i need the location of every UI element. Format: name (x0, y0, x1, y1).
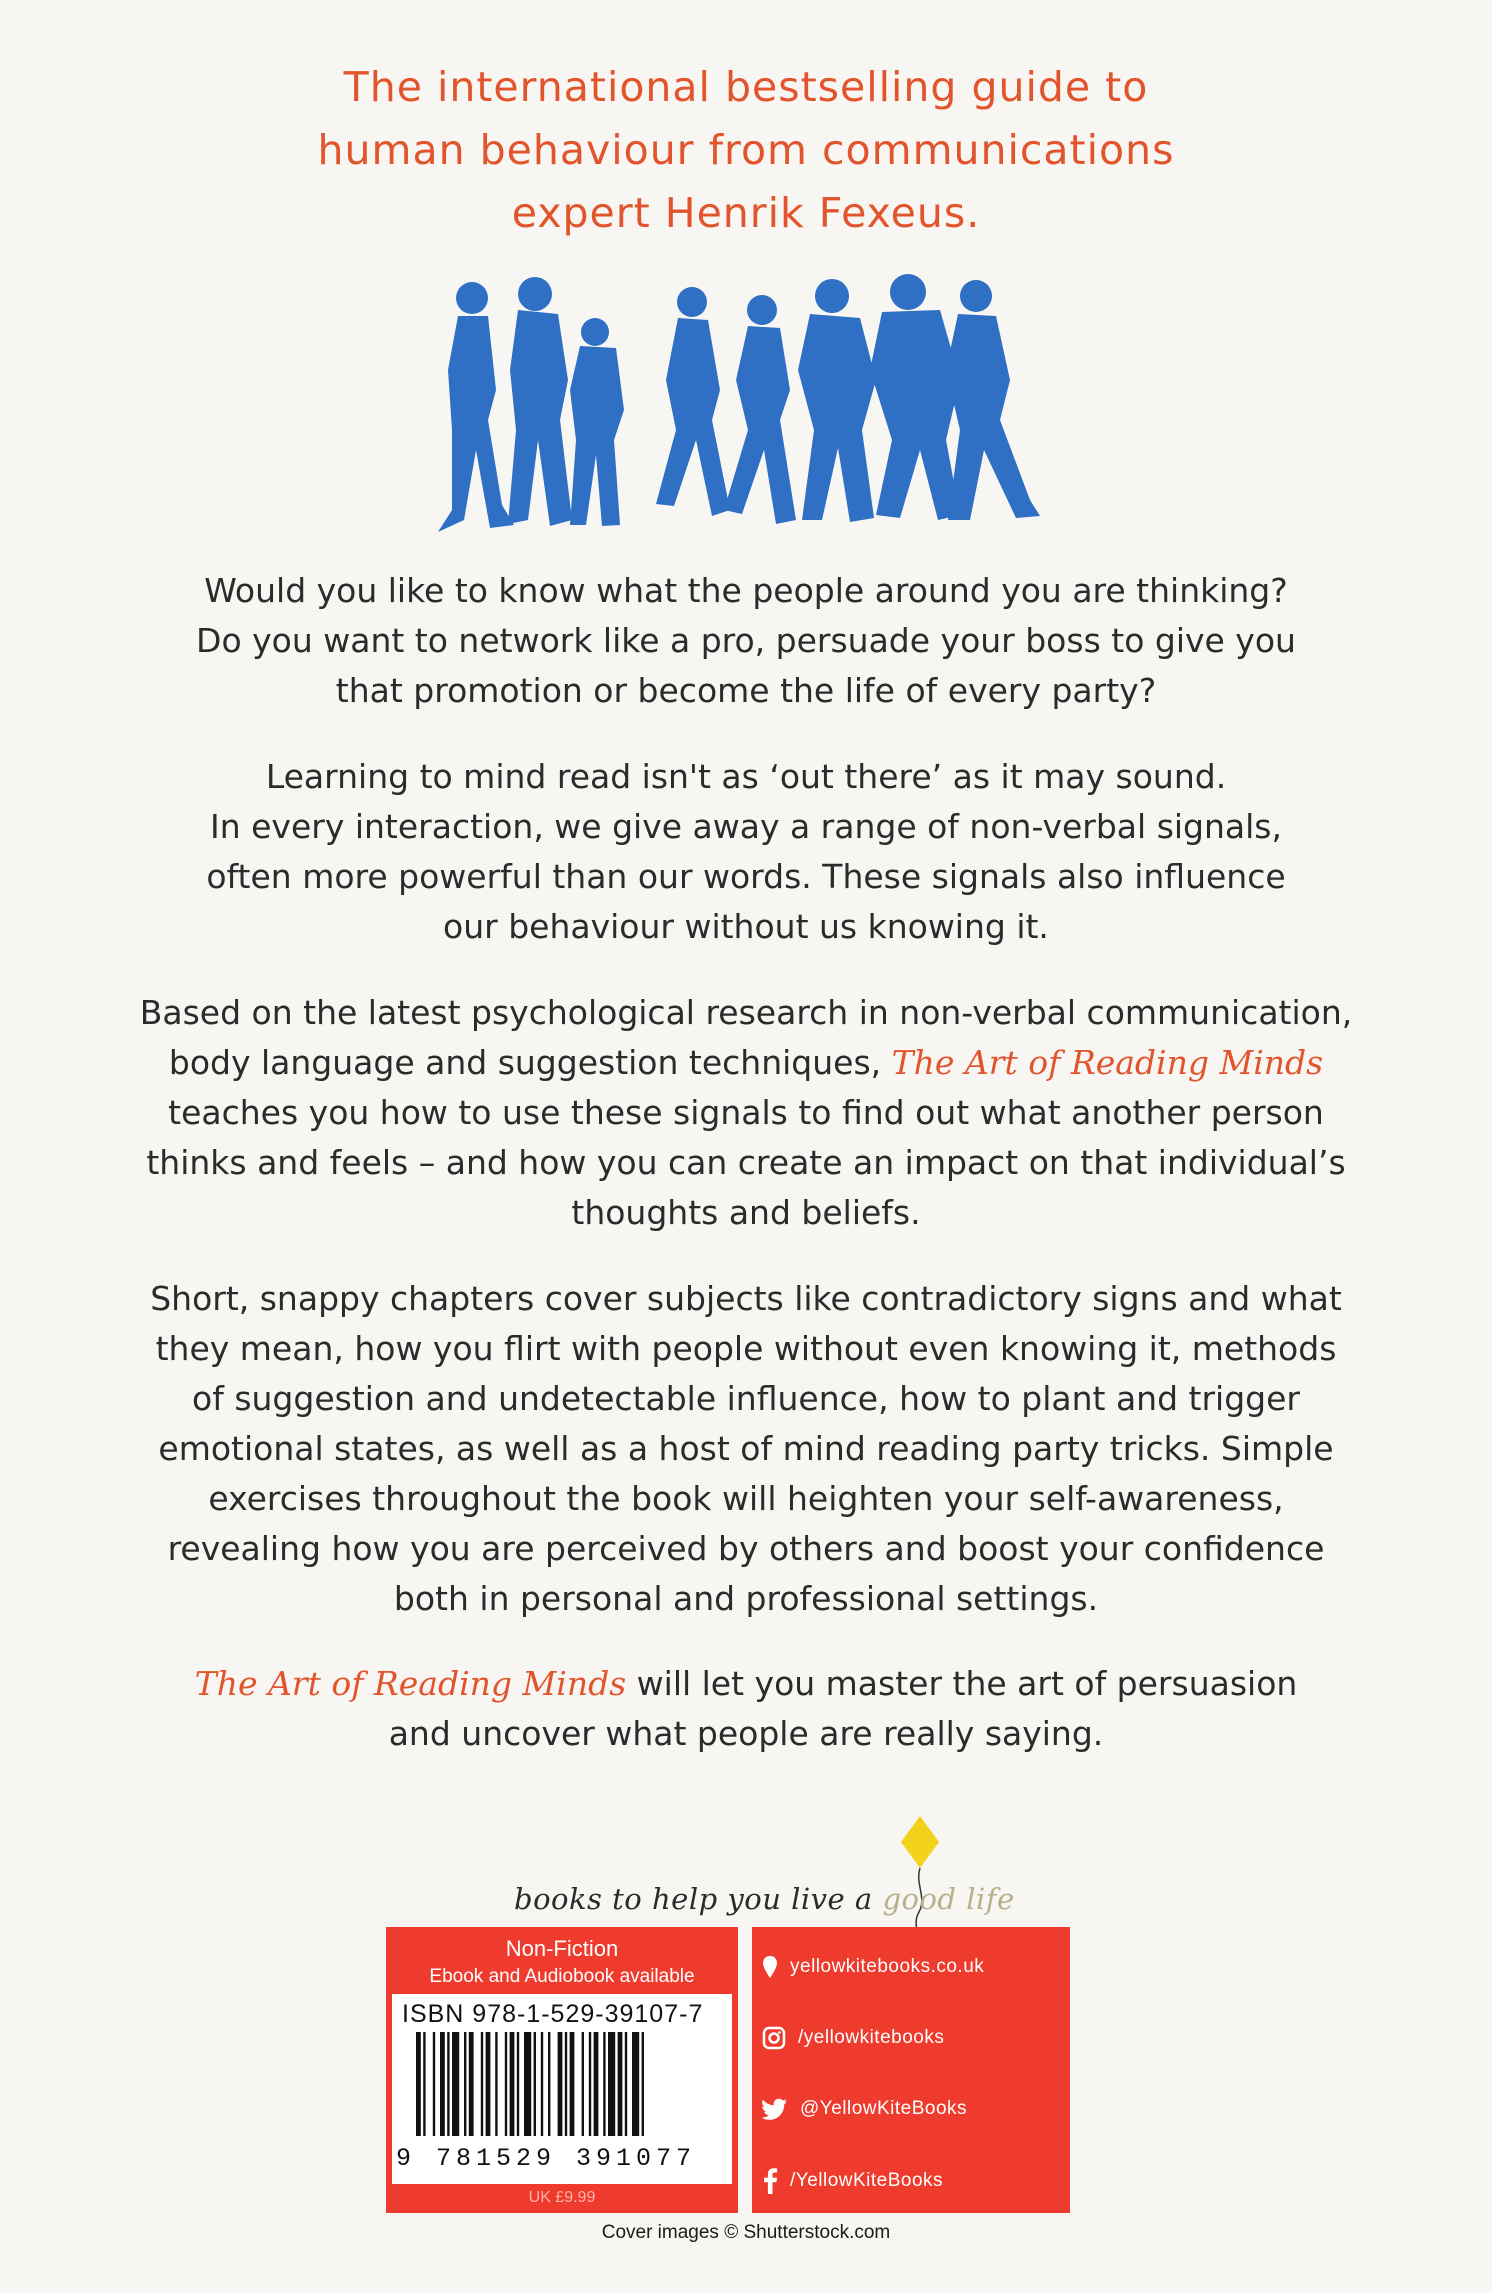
barcode-bar (505, 2032, 507, 2136)
blurb-line: thoughts and beliefs. (571, 1193, 921, 1232)
blurb-line: revealing how you are perceived by others and boost your confidence (167, 1529, 1325, 1568)
tagline-line-2: human behaviour from communications (317, 126, 1175, 174)
tagline-line-1: The international bestselling guide to (343, 63, 1149, 111)
barcode-bar (625, 2032, 627, 2136)
formats-label: Ebook and Audiobook available (429, 1966, 695, 1987)
twitter-link[interactable] (762, 2089, 967, 2129)
location-pin-icon (762, 1955, 778, 1979)
barcode-bar (524, 2032, 531, 2136)
barcode-bar (440, 2032, 445, 2136)
blurb-line: Would you like to know what the people around you are thinking? (204, 571, 1288, 610)
blurb-line: Learning to mind read isn't as ‘out there’ as it may sound. (265, 757, 1227, 796)
barcode-bar (608, 2032, 615, 2136)
website-text: yellowkitebooks.co.uk (790, 1956, 985, 1977)
slogan-text (514, 1882, 1015, 1916)
blurb-line: teaches you how to use these signals to find out what another person (168, 1093, 1324, 1132)
barcode-bar (433, 2032, 435, 2136)
instagram-link[interactable] (762, 2018, 944, 2058)
instagram-text: /yellowkitebooks (798, 2027, 945, 2048)
blurb-paragraph-3 (126, 988, 1366, 1238)
price-label: UK £9.99 (528, 2189, 596, 2206)
book-title: The Art of Reading Minds (891, 1043, 1324, 1082)
blurb-line: emotional states, as well as a host of mind reading party tricks. Simple (158, 1429, 1334, 1468)
barcode-icon (416, 2032, 712, 2136)
blurb-line: Short, snappy chapters cover subjects like contradictory signs and what (150, 1279, 1342, 1318)
facebook-link[interactable] (762, 2161, 943, 2201)
barcode-digits: 9 781529 391077 (396, 2144, 697, 2173)
barcode-bar (594, 2032, 599, 2136)
barcode-bar (447, 2032, 449, 2136)
blurb-line: exercises throughout the book will heighten your self-awareness, (208, 1479, 1284, 1518)
blurb-paragraph-5 (126, 1659, 1366, 1759)
tagline-line-3: expert Henrik Fexeus. (511, 189, 981, 237)
book-title: The Art of Reading Minds (194, 1664, 627, 1703)
twitter-text: @YellowKiteBooks (800, 2098, 968, 2119)
barcode-bar (416, 2032, 421, 2136)
slogan-good-life: good life (882, 1882, 1015, 1916)
blurb-line (126, 1038, 1366, 1088)
barcode-box (386, 1927, 738, 2213)
blurb-line: Based on the latest psychological research in non-verbal communication, (139, 993, 1353, 1032)
barcode-bar (423, 2032, 425, 2136)
blurb-line: and uncover what people are really saying. (388, 1714, 1104, 1753)
blurb-line: In every interaction, we give away a range of non-verbal signals, (209, 807, 1282, 846)
twitter-bird-icon (762, 2098, 788, 2120)
barcode-bar (565, 2032, 567, 2136)
instagram-icon (762, 2026, 786, 2050)
barcode-bar (589, 2032, 591, 2136)
blurb-line: of suggestion and undetectable influence, how to plant and trigger (192, 1379, 1300, 1418)
blurb-paragraph-4 (126, 1274, 1366, 1624)
blurb-line: thinks and feels – and how you can create an impact on that individual’s (146, 1143, 1346, 1182)
social-box (752, 1927, 1070, 2213)
barcode-bar (642, 2032, 644, 2136)
blurb-line (126, 1659, 1366, 1709)
blurb-line: that promotion or become the life of every party? (335, 671, 1157, 710)
isbn-label: ISBN 978-1-529-39107-7 (402, 2000, 704, 2028)
blurb-text: body language and suggestion techniques, (168, 1043, 882, 1082)
walking-people-illustration (430, 270, 1070, 540)
barcode-bar (548, 2032, 550, 2136)
blurb-line: both in personal and professional settings. (393, 1579, 1099, 1618)
barcode-bar (452, 2032, 459, 2136)
barcode-bar (632, 2032, 639, 2136)
tagline (246, 56, 1246, 245)
category-label: Non-Fiction (505, 1936, 619, 1961)
blurb-line: often more powerful than our words. These signals also influence (206, 857, 1286, 896)
barcode-bar (510, 2032, 515, 2136)
cover-image-credit: Cover images © Shutterstock.com (601, 2222, 891, 2243)
barcode-bar (469, 2032, 474, 2136)
facebook-text: /YellowKiteBooks (790, 2170, 944, 2191)
blurb-line: Do you want to network like a pro, persuade your boss to give you (196, 621, 1296, 660)
barcode-bar (558, 2032, 563, 2136)
barcode-bar (495, 2032, 497, 2136)
website-link[interactable] (762, 1947, 984, 1987)
barcode-panel (392, 1994, 732, 2184)
barcode-bar (541, 2032, 543, 2136)
barcode-bar (570, 2032, 575, 2136)
blurb-paragraph-1 (126, 566, 1366, 716)
blurb-paragraph-2 (126, 752, 1366, 952)
slogan-before: books to help you live a (514, 1882, 873, 1916)
barcode-bar (481, 2032, 483, 2136)
barcode-bar (464, 2032, 466, 2136)
barcode-bar (486, 2032, 491, 2136)
facebook-icon (762, 2168, 778, 2194)
barcode-bar (534, 2032, 536, 2136)
blurb-text: will let you master the art of persuasion (636, 1664, 1298, 1703)
barcode-bar (517, 2032, 519, 2136)
blurb-line: they mean, how you flirt with people without even knowing it, methods (155, 1329, 1337, 1368)
barcode-bar (582, 2032, 584, 2136)
barcode-bar (618, 2032, 623, 2136)
barcode-bar (603, 2032, 605, 2136)
blurb-line: our behaviour without us knowing it. (443, 907, 1049, 946)
